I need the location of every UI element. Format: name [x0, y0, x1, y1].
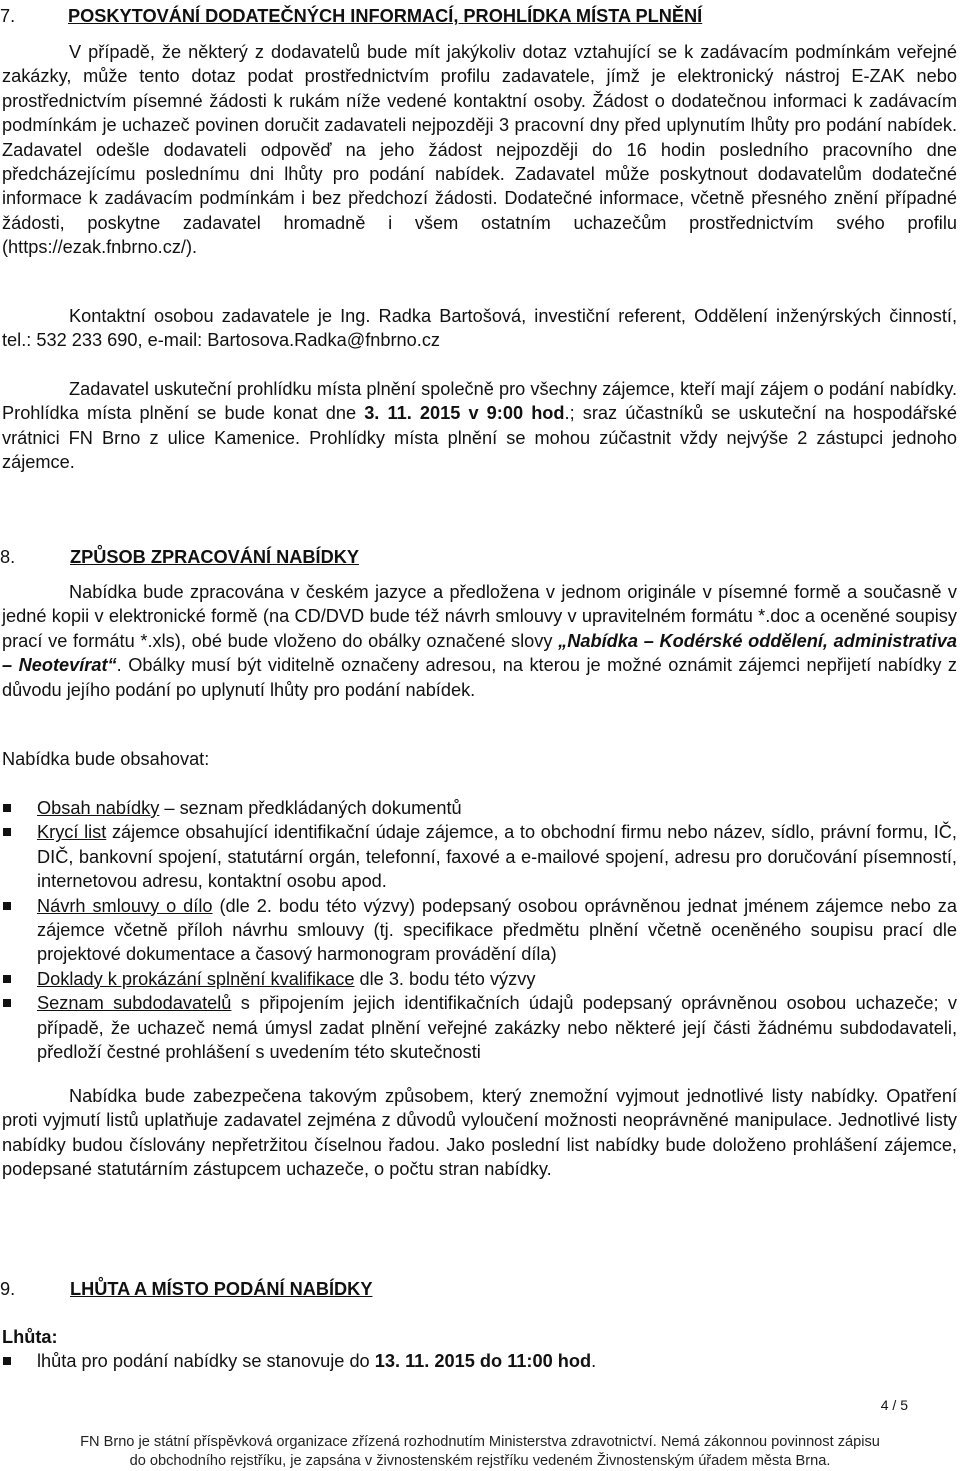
- list-item-text: (dle 2. bodu této výzvy) podepsaný osobou oprávněnou jednat jménem zájemce nebo za zájemce včetně příloh návrhu smlouvy (tj. specifikace předmětu plnění včetně oceněného soupisu prací dle projektové dokumentace a časový harmonogram provádění díla): [37, 895, 957, 965]
- list-item-title: Krycí list: [37, 822, 107, 843]
- paragraph-site-visit: [2, 377, 957, 475]
- bullet-icon: [3, 975, 11, 983]
- offer-contents-list: [0, 796, 957, 1064]
- section-title: ZPŮSOB ZPRACOVÁNÍ NABÍDKY: [70, 547, 359, 567]
- offer-contents-label: Nabídka bude obsahovat:: [2, 749, 210, 769]
- list-item: [0, 1349, 957, 1373]
- list-item: [0, 820, 957, 893]
- deadline-date: 13. 11. 2015 do 11:00 hod: [374, 1351, 592, 1371]
- bullet-icon: [3, 804, 11, 812]
- deadline-text: lhůta pro podání nabídky se stanovuje do: [37, 1351, 375, 1371]
- envelope-label: „Nabídka – Kodérské oddělení, administrativa – Neotevírat“: [2, 630, 957, 676]
- list-item-title: Návrh smlouvy o dílo: [37, 895, 213, 916]
- bullet-icon: [3, 828, 11, 836]
- page-number: 4 / 5: [880, 1397, 908, 1413]
- list-item-title: Doklady k prokázání splnění kvalifikace: [37, 968, 355, 989]
- list-item: [0, 991, 957, 1064]
- paragraph-additional-info: V případě, že některý z dodavatelů bude mít jakýkoliv dotaz vztahující se k zadávacím podmínkám veřejné zakázky, může tento dotaz podat prostřednictvím profilu zadavatele, jímž je elektronický nástroj E-ZAK nebo prostřednictvím písemné žádosti k rukám níže vedené kontaktní osoby. Žádost o dodatečnou informaci k zadávacím podmínkám je uchazeč povinen doručit zadavateli nejpozději 3 pracovní dny před uplynutím lhůty pro podání nabídek. Zadavatel odešle dodavateli odpověď na jeho žádost nejpozději do 16 hodin posledního pracovního dne předcházejícímu poslednímu dni lhůty pro podání nabídek. Zadavatel může poskytnout dodavatelům dodatečné informace k zadávacím podmínkám i bez předchozí žádosti. Dodatečné informace, včetně přesného znění případné žádosti, poskytne zadavatel hromadně i všem ostatním uchazečům prostřednictvím svého profilu (https://ezak.fnbrno.cz/).: [2, 42, 957, 258]
- offer-processing-text-end: . Obálky musí být viditelně označeny adresou, na kterou je možné oznámit zájemci nepřijetí nabídky z důvodu jejího podání po uplynutí lhůty pro podání nabídek.: [2, 655, 957, 700]
- section-number: 7.: [0, 6, 16, 26]
- bullet-icon: [3, 999, 11, 1007]
- list-item-text: s připojením jejich identifikačních údajů podepsaný oprávněnou osobou uchazeče; v případě, že uchazeč nemá úmysl zadat plnění veřejné zakázky nebo některé její části žádnému subdodavateli, předloží čestné prohlášení s uvedením této skutečnosti: [37, 993, 957, 1063]
- section-title: POSKYTOVÁNÍ DODATEČNÝCH INFORMACÍ, PROHLÍDKA MÍSTA PLNĚNÍ: [68, 6, 703, 26]
- list-item-text: dle 3. bodu této výzvy: [354, 968, 536, 989]
- list-item-title: Seznam subdodavatelů: [37, 993, 232, 1014]
- bullet-icon: [3, 1357, 11, 1365]
- paragraph-contact-person: Kontaktní osobou zadavatele je Ing. Radka Bartošová, investiční referent, Oddělení inženýrských činností, tel.: 532 233 690, e-mail: Bartosova.Radka@fnbrno.cz: [2, 306, 957, 351]
- list-item-title: Obsah nabídky: [37, 798, 160, 818]
- bullet-icon: [3, 902, 11, 910]
- page-footer: [0, 1433, 960, 1471]
- section-number: 8.: [0, 547, 16, 567]
- footer-line: FN Brno je státní příspěvková organizace zřízená rozhodnutím Ministerstva zdravotnictví. Nemá zákonnou povinnost zápisu: [80, 1434, 880, 1450]
- list-item: [0, 967, 957, 991]
- site-visit-text-end: .; sraz účastníků se uskuteční na hospodářské vrátnici FN Brno z ulice Kamenice. Prohlídky místa plnění se mohou zúčastnit vždy nejvýše 2 zástupci jednoho zájemce.: [2, 403, 957, 473]
- section-title: LHŮTA A MÍSTO PODÁNÍ NABÍDKY: [70, 1279, 373, 1299]
- paragraph-offer-processing: [2, 580, 957, 702]
- footer-line: do obchodního rejstříku, je zapsána v živnostenském rejstříku vedeném Živnostenským úřadem města Brna.: [129, 1453, 831, 1469]
- site-visit-text: Zadavatel uskuteční prohlídku místa plnění společně pro všechny zájemce, kteří mají zájem o podání nabídky. Prohlídka místa plnění se bude konat dne: [2, 379, 957, 424]
- paragraph-offer-security: Nabídka bude zabezpečena takovým způsobem, který znemožní vyjmout jednotlivé listy nabídky. Opatření proti vyjmutí listů uplatňuje zadavatel zejména z důvodů vyloučení možnosti neoprávněné manipulace. Jednotlivé listy nabídky budou číslovány nepřetržitou číselnou řadou. Jako poslední list nabídky bude doloženo prohlášení zájemce, podepsané statutárním zástupcem uchazeče, o počtu stran nabídky.: [2, 1086, 957, 1180]
- offer-processing-text: Nabídka bude zpracována v českém jazyce a předložena v jednom originále v písemné formě a současně v jedné kopii v elektronické formě (na CD/DVD bude též návrh smlouvy v upravitelném formátu *.doc a oceněné soupisy prací ve formátu *.xls), obé bude vloženo do obálky označené slovy: [2, 582, 957, 651]
- site-visit-date: 3. 11. 2015 v 9:00 hod: [364, 403, 565, 424]
- section-number: 9.: [0, 1279, 16, 1299]
- deadline-label: Lhůta:: [2, 1327, 58, 1347]
- list-item-text: – seznam předkládaných dokumentů: [159, 798, 462, 818]
- list-item-text: zájemce obsahující identifikační údaje zájemce, a to obchodní firmu nebo název, sídlo, právní formu, IČ, DIČ, bankovní spojení, statutární orgán, telefonní, faxové a e-mailové spojení, adresu pro doručování písemností, internetovou adresu, kontaktní osobu apod.: [37, 822, 957, 892]
- list-item: [0, 894, 957, 967]
- deadline-list: [0, 1349, 957, 1373]
- list-item: [0, 796, 957, 820]
- deadline-text-end: .: [591, 1351, 597, 1371]
